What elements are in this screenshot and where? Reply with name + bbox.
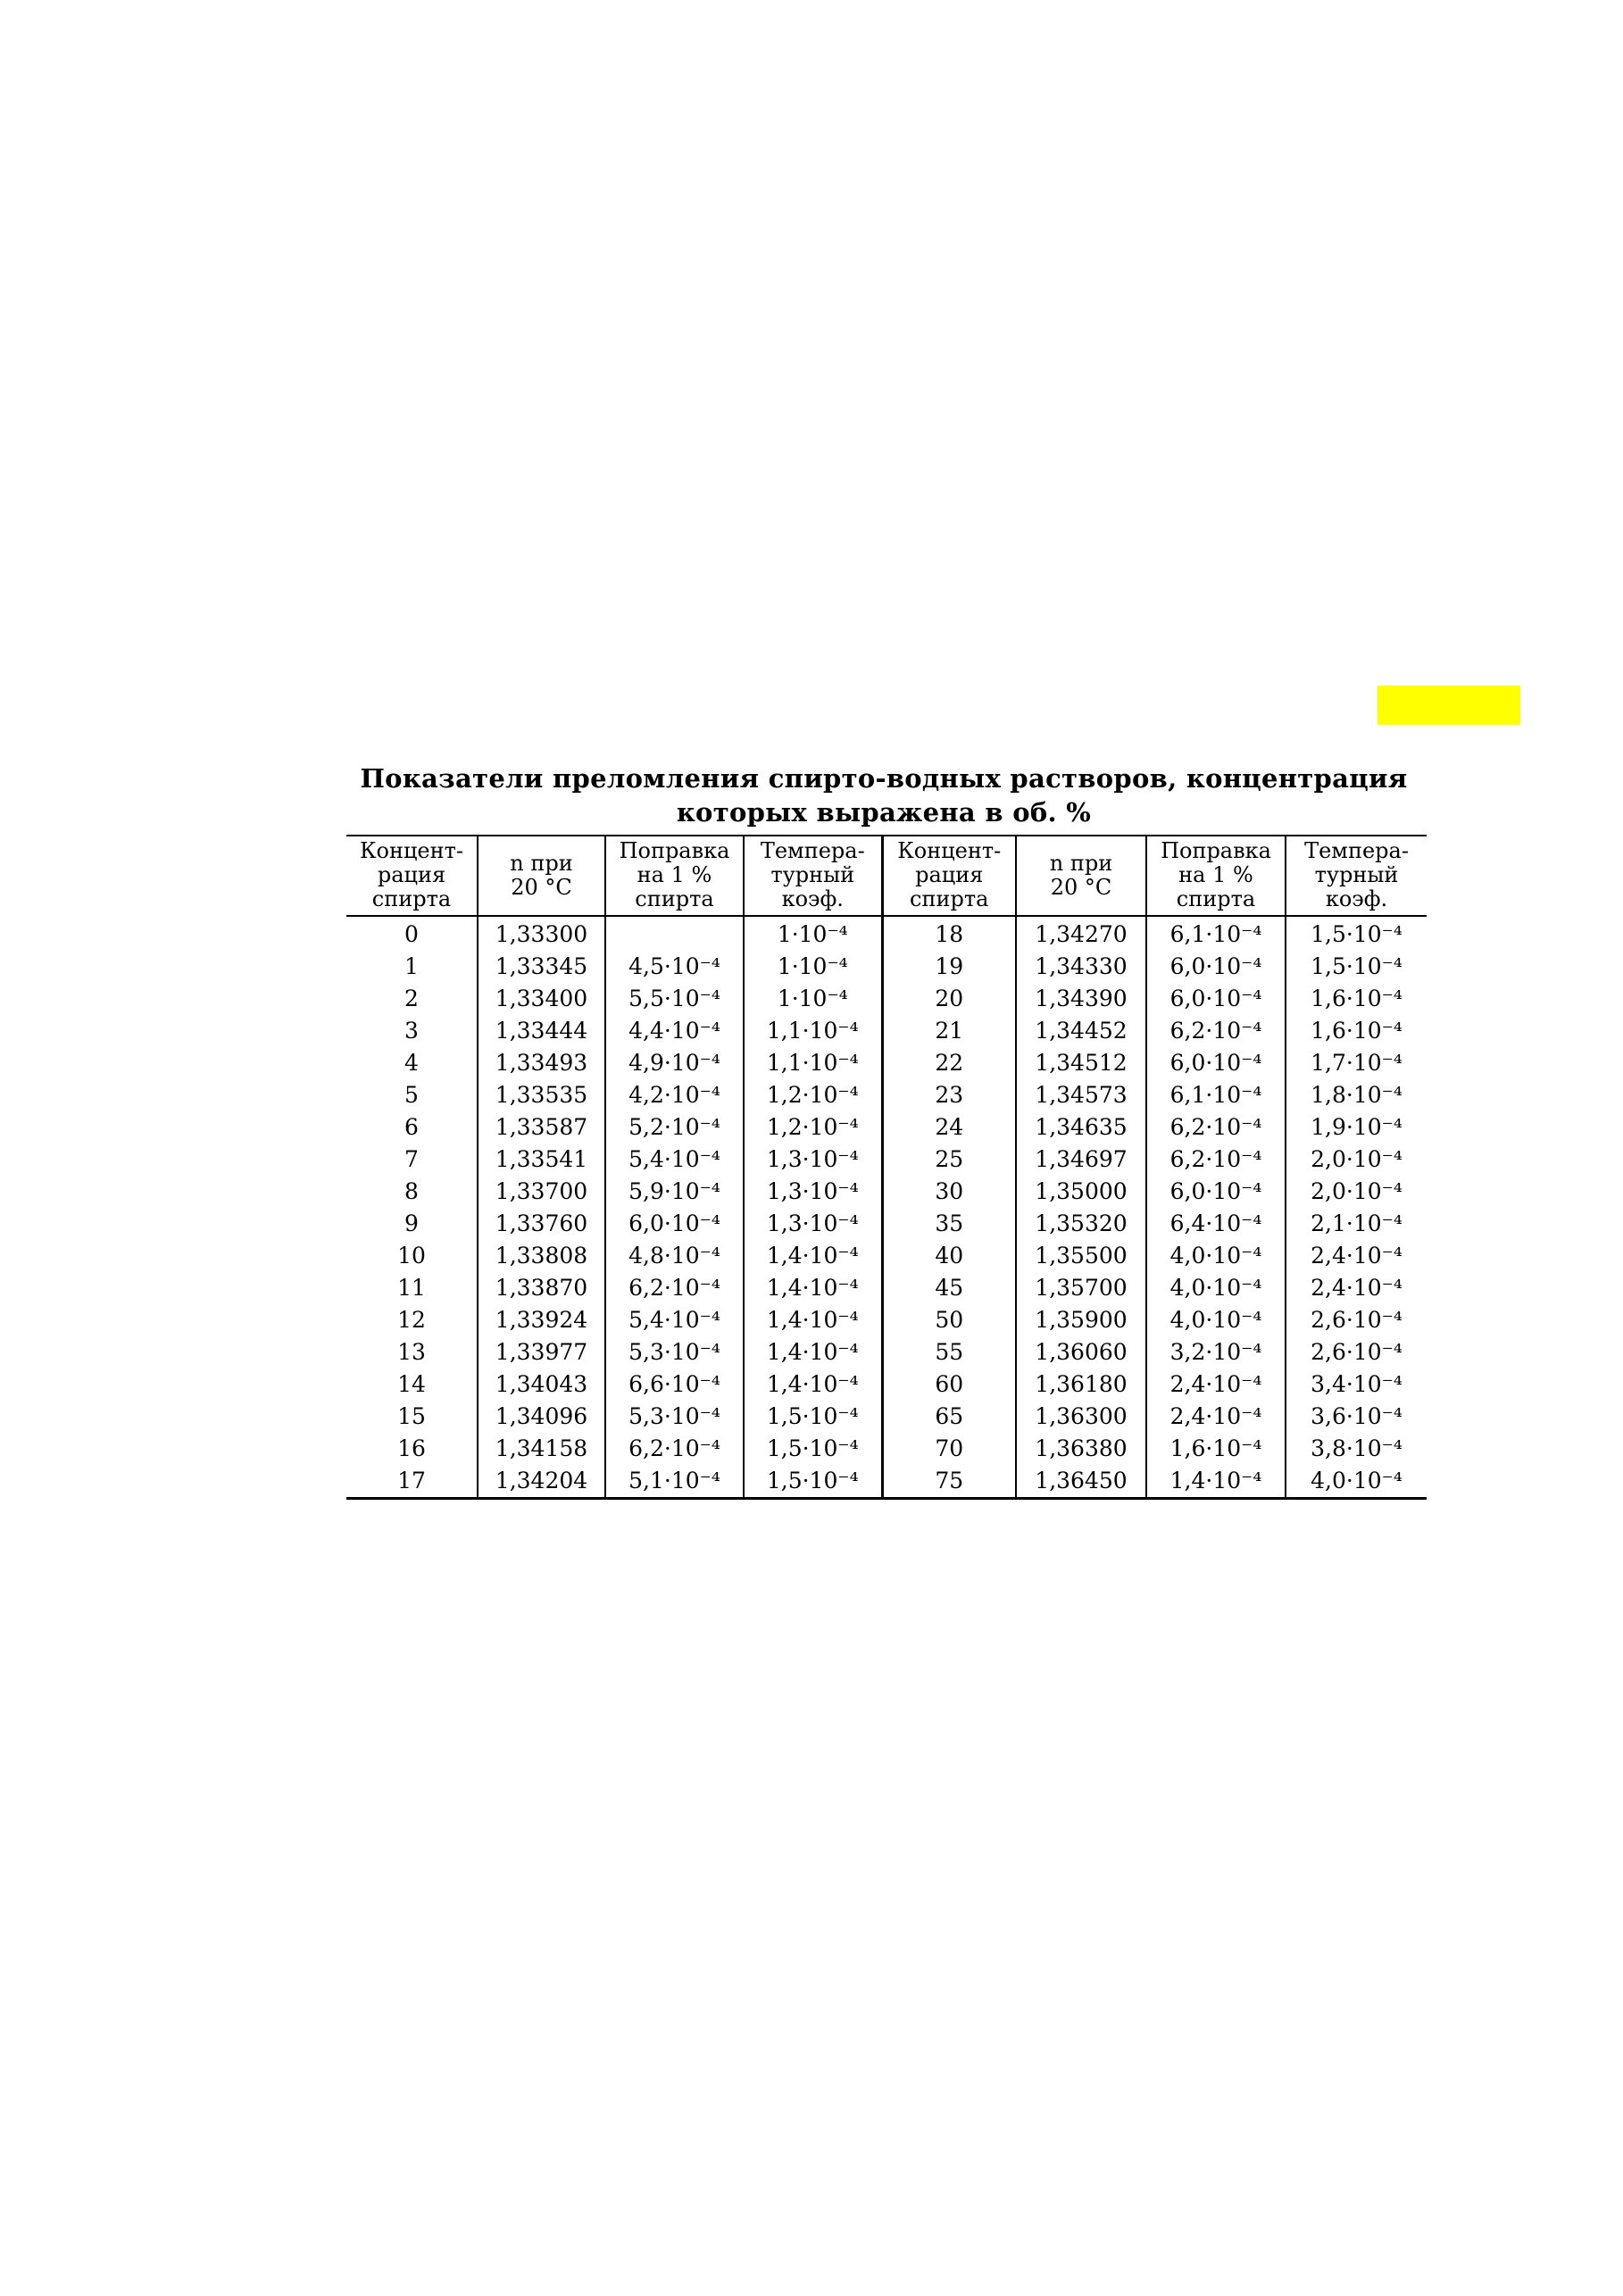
cell-temp-coef: 1,3·10⁻⁴ xyxy=(744,1176,882,1208)
cell-correction-per-1pct: 6,2·10⁻⁴ xyxy=(1146,1144,1286,1176)
cell-concentration: 50 xyxy=(882,1304,1016,1336)
cell-n-20c: 1,36450 xyxy=(1016,1465,1146,1499)
table-row xyxy=(346,1304,1427,1336)
cell-correction-per-1pct: 3,2·10⁻⁴ xyxy=(1146,1336,1286,1368)
cell-correction-per-1pct: 4,5·10⁻⁴ xyxy=(605,951,744,983)
cell-n-20c: 1,33924 xyxy=(478,1304,605,1336)
cell-correction-per-1pct: 4,0·10⁻⁴ xyxy=(1146,1272,1286,1304)
header-line: 20 °C xyxy=(511,874,572,900)
header-line: n при xyxy=(510,850,573,876)
cell-correction-per-1pct: 2,4·10⁻⁴ xyxy=(1146,1401,1286,1433)
header-concentration-left xyxy=(346,836,478,916)
cell-concentration: 14 xyxy=(397,1371,426,1397)
cell-correction-per-1pct: 4,0·10⁻⁴ xyxy=(1146,1240,1286,1272)
table-body xyxy=(346,916,1427,1499)
cell-n-20c: 1,34512 xyxy=(1016,1047,1146,1079)
cell-temp-coef: 1,5·10⁻⁴ xyxy=(1286,951,1427,983)
table-row xyxy=(346,1401,1427,1433)
cell-concentration: 24 xyxy=(882,1111,1016,1144)
cell-temp-coef: 1·10⁻⁴ xyxy=(744,983,882,1015)
table-header-row xyxy=(346,836,1427,916)
header-line: Поправка xyxy=(619,838,730,863)
cell-correction-per-1pct: 4,4·10⁻⁴ xyxy=(605,1015,744,1047)
header-n-20c-left xyxy=(478,836,605,916)
cell-n-20c: 1,34270 xyxy=(1016,916,1146,951)
header-correction-per-1pct-right xyxy=(1146,836,1286,916)
cell-n-20c: 1,36380 xyxy=(1016,1433,1146,1465)
cell-concentration: 70 xyxy=(882,1433,1016,1465)
cell-n-20c: 1,33541 xyxy=(478,1144,605,1176)
cell-n-20c: 1,33444 xyxy=(478,1015,605,1047)
cell-concentration: 2 xyxy=(404,986,419,1011)
cell-concentration: 10 xyxy=(397,1243,426,1269)
header-line: спирта xyxy=(371,886,452,911)
cell-concentration: 7 xyxy=(404,1146,419,1172)
cell-temp-coef: 1,7·10⁻⁴ xyxy=(1286,1047,1427,1079)
cell-temp-coef: 2,4·10⁻⁴ xyxy=(1286,1272,1427,1304)
cell-n-20c: 1,34452 xyxy=(1016,1015,1146,1047)
cell-correction-per-1pct xyxy=(605,916,744,951)
header-line: Темпера- xyxy=(760,838,865,863)
cell-correction-per-1pct: 2,4·10⁻⁴ xyxy=(1146,1368,1286,1401)
cell-n-20c: 1,33870 xyxy=(478,1272,605,1304)
table-row xyxy=(346,1176,1427,1208)
cell-concentration: 35 xyxy=(882,1208,1016,1240)
header-line: n при xyxy=(1049,850,1113,876)
cell-n-20c: 1,33700 xyxy=(478,1176,605,1208)
cell-n-20c: 1,33587 xyxy=(478,1111,605,1144)
cell-temp-coef: 2,6·10⁻⁴ xyxy=(1286,1336,1427,1368)
cell-temp-coef: 3,4·10⁻⁴ xyxy=(1286,1368,1427,1401)
cell-correction-per-1pct: 6,6·10⁻⁴ xyxy=(605,1368,744,1401)
cell-temp-coef: 1,5·10⁻⁴ xyxy=(744,1401,882,1433)
cell-temp-coef: 1,6·10⁻⁴ xyxy=(1286,983,1427,1015)
cell-n-20c: 1,33300 xyxy=(478,916,605,951)
cell-concentration: 60 xyxy=(882,1368,1016,1401)
cell-correction-per-1pct: 6,4·10⁻⁴ xyxy=(1146,1208,1286,1240)
cell-correction-per-1pct: 6,0·10⁻⁴ xyxy=(1146,951,1286,983)
yellow-highlight-mark xyxy=(1377,686,1520,725)
cell-concentration: 19 xyxy=(882,951,1016,983)
header-n-20c-right xyxy=(1016,836,1146,916)
table-row xyxy=(346,1015,1427,1047)
cell-correction-per-1pct: 5,4·10⁻⁴ xyxy=(605,1144,744,1176)
cell-n-20c: 1,34204 xyxy=(478,1465,605,1499)
header-correction-per-1pct-left xyxy=(605,836,744,916)
cell-correction-per-1pct: 5,3·10⁻⁴ xyxy=(605,1336,744,1368)
cell-correction-per-1pct: 6,1·10⁻⁴ xyxy=(1146,916,1286,951)
cell-concentration: 3 xyxy=(404,1018,419,1044)
cell-temp-coef: 1,2·10⁻⁴ xyxy=(744,1079,882,1111)
header-line: Концент- xyxy=(359,838,464,863)
cell-temp-coef: 1,5·10⁻⁴ xyxy=(744,1465,882,1499)
cell-temp-coef: 2,4·10⁻⁴ xyxy=(1286,1240,1427,1272)
cell-correction-per-1pct: 4,8·10⁻⁴ xyxy=(605,1240,744,1272)
cell-concentration: 9 xyxy=(404,1210,419,1236)
header-line: коэф. xyxy=(1325,886,1388,911)
header-concentration-right xyxy=(882,836,1016,916)
cell-temp-coef: 2,6·10⁻⁴ xyxy=(1286,1304,1427,1336)
cell-temp-coef: 1,5·10⁻⁴ xyxy=(1286,916,1427,951)
cell-n-20c: 1,34096 xyxy=(478,1401,605,1433)
table-row xyxy=(346,1433,1427,1465)
cell-concentration: 65 xyxy=(882,1401,1016,1433)
cell-concentration: 11 xyxy=(397,1275,426,1301)
cell-concentration: 30 xyxy=(882,1176,1016,1208)
header-line: турный xyxy=(1314,862,1399,887)
header-line: спирта xyxy=(910,886,989,911)
cell-correction-per-1pct: 5,3·10⁻⁴ xyxy=(605,1401,744,1433)
cell-n-20c: 1,34330 xyxy=(1016,951,1146,983)
cell-correction-per-1pct: 1,6·10⁻⁴ xyxy=(1146,1433,1286,1465)
cell-temp-coef: 2,0·10⁻⁴ xyxy=(1286,1176,1427,1208)
cell-temp-coef: 1,5·10⁻⁴ xyxy=(744,1433,882,1465)
table-title xyxy=(339,761,1428,829)
cell-n-20c: 1,33808 xyxy=(478,1240,605,1272)
header-line: Концент- xyxy=(897,838,1002,863)
cell-n-20c: 1,33400 xyxy=(478,983,605,1015)
cell-concentration: 40 xyxy=(882,1240,1016,1272)
cell-n-20c: 1,35500 xyxy=(1016,1240,1146,1272)
table-row xyxy=(346,1079,1427,1111)
cell-n-20c: 1,34390 xyxy=(1016,983,1146,1015)
cell-correction-per-1pct: 6,0·10⁻⁴ xyxy=(1146,1047,1286,1079)
cell-concentration: 13 xyxy=(397,1339,426,1365)
cell-concentration: 4 xyxy=(404,1050,419,1076)
header-line: рация xyxy=(915,862,984,887)
cell-concentration: 23 xyxy=(882,1079,1016,1111)
cell-correction-per-1pct: 6,2·10⁻⁴ xyxy=(1146,1015,1286,1047)
refraction-table xyxy=(346,835,1427,1500)
table-row xyxy=(346,1465,1427,1499)
cell-correction-per-1pct: 5,2·10⁻⁴ xyxy=(605,1111,744,1144)
cell-correction-per-1pct: 6,2·10⁻⁴ xyxy=(605,1272,744,1304)
table-row xyxy=(346,1047,1427,1079)
cell-correction-per-1pct: 6,0·10⁻⁴ xyxy=(1146,1176,1286,1208)
cell-concentration: 21 xyxy=(882,1015,1016,1047)
cell-temp-coef: 1,6·10⁻⁴ xyxy=(1286,1015,1427,1047)
table-row xyxy=(346,1272,1427,1304)
table-row xyxy=(346,916,1427,951)
table-title-line-1: Показатели преломления спирто-водных растворов, концентрация xyxy=(360,763,1408,794)
cell-n-20c: 1,35000 xyxy=(1016,1176,1146,1208)
cell-temp-coef: 1,1·10⁻⁴ xyxy=(744,1047,882,1079)
cell-temp-coef: 1,3·10⁻⁴ xyxy=(744,1144,882,1176)
cell-concentration: 15 xyxy=(397,1403,426,1429)
cell-concentration: 25 xyxy=(882,1144,1016,1176)
cell-concentration: 8 xyxy=(404,1178,419,1204)
header-line: спирта xyxy=(1176,886,1256,911)
refraction-table-wrapper xyxy=(346,835,1427,1500)
header-line: Темпера- xyxy=(1304,838,1409,863)
cell-temp-coef: 1,4·10⁻⁴ xyxy=(744,1368,882,1401)
table-row xyxy=(346,1111,1427,1144)
cell-correction-per-1pct: 6,0·10⁻⁴ xyxy=(605,1208,744,1240)
cell-n-20c: 1,35900 xyxy=(1016,1304,1146,1336)
header-line: турный xyxy=(770,862,855,887)
cell-correction-per-1pct: 5,4·10⁻⁴ xyxy=(605,1304,744,1336)
header-line: рация xyxy=(377,862,446,887)
cell-n-20c: 1,34573 xyxy=(1016,1079,1146,1111)
table-row xyxy=(346,1240,1427,1272)
header-line: спирта xyxy=(635,886,714,911)
cell-concentration: 1 xyxy=(404,953,419,979)
header-line: на 1 % xyxy=(1178,862,1253,887)
cell-temp-coef: 1,2·10⁻⁴ xyxy=(744,1111,882,1144)
cell-n-20c: 1,33345 xyxy=(478,951,605,983)
cell-concentration: 20 xyxy=(882,983,1016,1015)
header-line: на 1 % xyxy=(637,862,712,887)
cell-temp-coef: 1,1·10⁻⁴ xyxy=(744,1015,882,1047)
cell-correction-per-1pct: 5,9·10⁻⁴ xyxy=(605,1176,744,1208)
cell-concentration: 22 xyxy=(882,1047,1016,1079)
cell-n-20c: 1,33535 xyxy=(478,1079,605,1111)
table-title-line-2: которых выражена в об. % xyxy=(676,797,1092,828)
cell-correction-per-1pct: 6,2·10⁻⁴ xyxy=(605,1433,744,1465)
cell-temp-coef: 2,1·10⁻⁴ xyxy=(1286,1208,1427,1240)
cell-concentration: 75 xyxy=(882,1465,1016,1499)
cell-n-20c: 1,35320 xyxy=(1016,1208,1146,1240)
cell-temp-coef: 1,4·10⁻⁴ xyxy=(744,1272,882,1304)
cell-concentration: 16 xyxy=(397,1435,426,1461)
cell-n-20c: 1,36300 xyxy=(1016,1401,1146,1433)
header-line: 20 °C xyxy=(1050,874,1112,900)
cell-temp-coef: 3,8·10⁻⁴ xyxy=(1286,1433,1427,1465)
cell-temp-coef: 1,4·10⁻⁴ xyxy=(744,1304,882,1336)
table-row xyxy=(346,1208,1427,1240)
cell-n-20c: 1,34697 xyxy=(1016,1144,1146,1176)
table-row xyxy=(346,1144,1427,1176)
header-line: Поправка xyxy=(1161,838,1271,863)
cell-n-20c: 1,33493 xyxy=(478,1047,605,1079)
cell-temp-coef: 1,4·10⁻⁴ xyxy=(744,1240,882,1272)
cell-n-20c: 1,36060 xyxy=(1016,1336,1146,1368)
table-row xyxy=(346,983,1427,1015)
header-line: коэф. xyxy=(781,886,844,911)
cell-concentration: 0 xyxy=(404,921,419,947)
table-row xyxy=(346,1368,1427,1401)
cell-concentration: 6 xyxy=(404,1114,419,1140)
cell-temp-coef: 1,4·10⁻⁴ xyxy=(744,1336,882,1368)
cell-correction-per-1pct: 4,2·10⁻⁴ xyxy=(605,1079,744,1111)
cell-concentration: 55 xyxy=(882,1336,1016,1368)
cell-correction-per-1pct: 4,9·10⁻⁴ xyxy=(605,1047,744,1079)
table-row xyxy=(346,951,1427,983)
cell-n-20c: 1,34635 xyxy=(1016,1111,1146,1144)
cell-n-20c: 1,34158 xyxy=(478,1433,605,1465)
cell-correction-per-1pct: 5,5·10⁻⁴ xyxy=(605,983,744,1015)
cell-n-20c: 1,33760 xyxy=(478,1208,605,1240)
cell-temp-coef: 2,0·10⁻⁴ xyxy=(1286,1144,1427,1176)
cell-temp-coef: 1·10⁻⁴ xyxy=(744,951,882,983)
header-temp-coef-right xyxy=(1286,836,1427,916)
cell-concentration: 18 xyxy=(882,916,1016,951)
cell-concentration: 45 xyxy=(882,1272,1016,1304)
cell-correction-per-1pct: 5,1·10⁻⁴ xyxy=(605,1465,744,1499)
cell-temp-coef: 4,0·10⁻⁴ xyxy=(1286,1465,1427,1499)
cell-concentration: 17 xyxy=(397,1468,426,1493)
cell-temp-coef: 1,8·10⁻⁴ xyxy=(1286,1079,1427,1111)
cell-correction-per-1pct: 4,0·10⁻⁴ xyxy=(1146,1304,1286,1336)
cell-temp-coef: 1,3·10⁻⁴ xyxy=(744,1208,882,1240)
cell-correction-per-1pct: 6,1·10⁻⁴ xyxy=(1146,1079,1286,1111)
cell-concentration: 5 xyxy=(404,1082,419,1108)
cell-temp-coef: 3,6·10⁻⁴ xyxy=(1286,1401,1427,1433)
cell-temp-coef: 1,9·10⁻⁴ xyxy=(1286,1111,1427,1144)
cell-n-20c: 1,35700 xyxy=(1016,1272,1146,1304)
cell-n-20c: 1,33977 xyxy=(478,1336,605,1368)
cell-concentration: 12 xyxy=(397,1307,426,1333)
cell-temp-coef: 1·10⁻⁴ xyxy=(744,916,882,951)
cell-n-20c: 1,34043 xyxy=(478,1368,605,1401)
table-row xyxy=(346,1336,1427,1368)
cell-correction-per-1pct: 6,2·10⁻⁴ xyxy=(1146,1111,1286,1144)
cell-correction-per-1pct: 1,4·10⁻⁴ xyxy=(1146,1465,1286,1499)
cell-n-20c: 1,36180 xyxy=(1016,1368,1146,1401)
cell-correction-per-1pct: 6,0·10⁻⁴ xyxy=(1146,983,1286,1015)
header-temp-coef-left xyxy=(744,836,882,916)
